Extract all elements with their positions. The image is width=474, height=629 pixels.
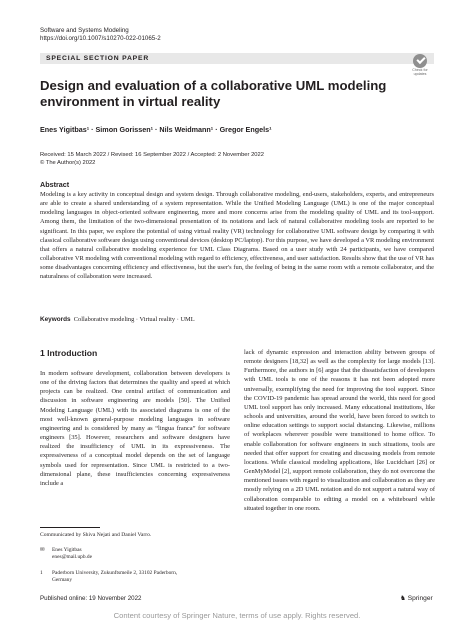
check-updates-label: Check for updates <box>412 68 428 76</box>
journal-doi[interactable]: https://doi.org/10.1007/s10270-022-01065-2 <box>40 35 161 43</box>
springer-horse-icon: ♞ <box>400 595 406 602</box>
abstract-text: Modeling is a key activity in conceptual design and system design. Through collaborative modeling, end-users, stakeholders, experts, and entrepreneurs are able to create a shared understanding of a system representation. While the Unified Modeling Language (UML) is one of the major conceptual modeling languages in object-oriented software engineering, more and more concerns arise from the modeling quality of UML and its tool-support. Among them, the limitation of the two-dimensional presentation of its notations and lack of natural collaborative modeling tools are reported to be significant. In this paper, we explore the potential of using virtual reality (VR) technology for collaborative UML software design by comparing it with classical collaborative software design using conventional devices (desktop PC/laptop). For this purpose, we have developed a VR modeling environment that offers a natural collaborative modeling experience for UML Class Diagrams. Based on a user study with 24 participants, we have compared collaborative VR modeling with conventional modeling with regard to efficiency, effectiveness, and user satisfaction. Results show that the use of VR has some disadvantages concerning efficiency and effectiveness, but the user's fun, the feeling of being in the same room with a remote collaborator, and the naturalness of collaboration were increased. <box>40 191 434 281</box>
copyright: © The Author(s) 2022 <box>40 160 96 167</box>
history-dates: Received: 15 March 2022 / Revised: 16 September 2022 / Accepted: 2 November 2022 <box>40 152 264 158</box>
corresponding-name: Enes Yigitbas <box>52 547 82 553</box>
publisher-logo <box>400 594 433 602</box>
intro-right-column: lack of dynamic expression and interaction ability between groups of remote designers [18,32] as well as the complexity for large models [13]. Furthermore, the authors in [6] argue that the dissatisfaction of developers with UML tools is one of the reasons it has not been adopted more universally, exemplifying the need for improving the tool support. Since the COVID-19 pandemic has spread around the world, this need for good UML tool support has only increased. Many educational institutions, like schools and universities, around the world, have been forced to switch to online education settings to support social distancing. Likewise, millions of workplaces wherever possible were transitioned to home office. To enable collaboration for software engineers in such situations, tools are needed that offer support for creating and discussing models from remote locations. While classical modeling applications, like Lucidchart [26] or GenMyModel [2], support remote collaboration, they do not overcome the mentioned issues with regard to visualization and collaboration as they are mostly relying on a 2D UML notation and do not support a natural way of collaboration comparable to editing a model on a whiteboard while situated together in one room. <box>244 349 435 512</box>
affiliation-line-2: Germany <box>52 577 73 583</box>
envelope-icon: ✉ <box>40 547 45 553</box>
affiliation-mark: 1 <box>40 570 43 576</box>
intro-left-column: In modern software development, collaboration between developers is one of the driving factors that determines the quality and speed at which projects can be realized. One central artifact of communication and discussion in software engineering are models [50]. The Unified Modeling Language (UML) with its associated diagrams is one of the most well-known general-purpose modeling languages in software engineering and is considered by many as “lingua franca” for software engineers [35]. However, researchers and software designers have realized the insufficiency of UML in its expressiveness. The expressiveness of a conceptual model depends on the set of language symbols used for representation. Since UML is restricted to a two-dimensional plane, these insufficiencies concerning expressiveness include a <box>40 370 230 487</box>
keywords-label: Keywords <box>40 316 71 323</box>
affiliation <box>40 570 177 584</box>
courtesy-notice: Content courtesy of Springer Nature, terms of use apply. Rights reserved. <box>113 611 361 620</box>
abstract-heading: Abstract <box>40 180 70 189</box>
section-heading-introduction: 1 Introduction <box>40 348 98 358</box>
section-banner: SPECIAL SECTION PAPER <box>40 53 434 64</box>
author-list: Enes Yigitbas¹ · Simon Gorissen¹ · Nils Weidmann¹ · Gregor Engels¹ <box>40 125 272 134</box>
corresponding-author <box>40 547 92 561</box>
publication-dates <box>40 151 264 167</box>
keywords-line <box>40 316 195 323</box>
footnote-divider <box>40 527 100 528</box>
check-updates-icon <box>413 54 427 68</box>
publisher-name: Springer <box>407 595 433 602</box>
journal-header <box>40 27 161 44</box>
affiliation-line-1: Paderborn University, Zukunftsmeile 2, 33102 Paderborn, <box>52 570 178 576</box>
keywords-text: Collaborative modeling · Virtual reality · UML <box>73 316 195 323</box>
paper-title: Design and evaluation of a collaborative UML modeling environment in virtual reality <box>40 78 387 110</box>
journal-name: Software and Systems Modeling <box>40 27 129 34</box>
communicated-by: Communicated by Shiva Nejati and Daniel Varro. <box>40 532 152 538</box>
corresponding-email[interactable]: enes@mail.upb.de <box>52 554 92 560</box>
check-for-updates-badge[interactable] <box>409 54 431 76</box>
published-online: Published online: 19 November 2022 <box>40 595 142 602</box>
